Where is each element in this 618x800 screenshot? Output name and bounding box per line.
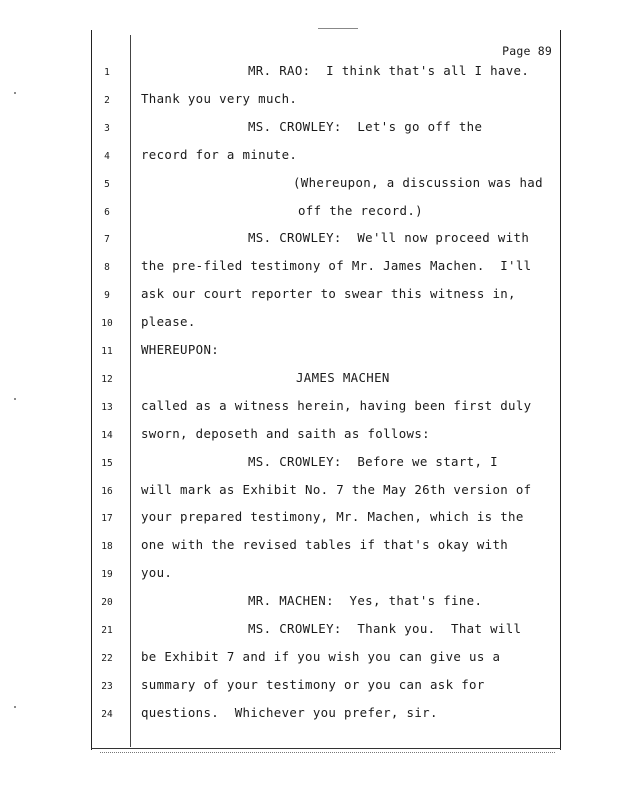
- line-text: called as a witness herein, having been first duly: [141, 397, 532, 413]
- transcript-line: [0, 565, 618, 585]
- transcript-line: [0, 286, 618, 306]
- line-text: will mark as Exhibit No. 7 the May 26th version of: [141, 481, 532, 497]
- line-text: record for a minute.: [141, 146, 298, 162]
- transcript-line: [0, 482, 618, 502]
- transcript-line: [0, 342, 618, 362]
- transcript-line: [0, 398, 618, 418]
- transcript-line: [0, 537, 618, 557]
- transcript-line: [0, 593, 618, 613]
- transcript-line: [0, 621, 618, 641]
- line-text: questions. Whichever you prefer, sir.: [141, 704, 438, 720]
- top-tick-mark: [318, 28, 358, 29]
- transcript-line: [0, 258, 618, 278]
- transcript-line: [0, 509, 618, 529]
- line-number: 2: [104, 94, 110, 106]
- line-text: summary of your testimony or you can ask for: [141, 676, 485, 692]
- line-number: 15: [101, 457, 113, 469]
- line-text: one with the revised tables if that's okay with: [141, 537, 509, 553]
- line-text: please.: [141, 314, 196, 330]
- line-text: you.: [141, 565, 173, 581]
- line-text: MR. RAO: I think that's all I have.: [248, 63, 530, 78]
- line-number: 6: [104, 206, 110, 218]
- line-number: 21: [101, 625, 113, 636]
- transcript-line: [0, 677, 618, 697]
- line-text: MR. MACHEN: Yes, that's fine.: [248, 593, 483, 609]
- line-number: 24: [101, 708, 113, 720]
- line-number: 11: [101, 346, 113, 357]
- line-text: off the record.): [298, 202, 423, 218]
- line-text: MS. CROWLEY: Before we start, I: [248, 453, 498, 469]
- line-number: 8: [104, 262, 110, 274]
- line-text: be Exhibit 7 and if you wish you can give us a: [141, 648, 501, 664]
- line-number: 18: [101, 541, 113, 553]
- transcript-line: [0, 230, 618, 250]
- line-number: 19: [101, 569, 113, 581]
- transcript-line: [0, 175, 618, 195]
- transcript-line: [0, 370, 618, 390]
- line-number: 16: [101, 485, 113, 497]
- line-number: 14: [101, 429, 113, 441]
- line-number: 22: [101, 652, 113, 664]
- transcript-line: [0, 705, 618, 725]
- transcript-line: [0, 119, 618, 139]
- transcript-line: [0, 454, 618, 474]
- transcript-line: [0, 314, 618, 334]
- line-text: MS. CROWLEY: We'll now proceed with: [248, 230, 530, 246]
- bottom-rule: [91, 748, 561, 749]
- line-text: Thank you very much.: [141, 90, 298, 106]
- line-number: 3: [104, 122, 110, 134]
- line-text: sworn, deposeth and saith as follows:: [141, 425, 430, 441]
- line-number: 10: [101, 318, 113, 330]
- transcript-line: [0, 426, 618, 446]
- line-text: (Whereupon, a discussion was had: [293, 174, 543, 190]
- line-number: 9: [104, 290, 110, 302]
- line-number: 20: [101, 597, 113, 609]
- transcript-line: [0, 147, 618, 167]
- transcript-line: [0, 203, 618, 223]
- line-number: 12: [101, 373, 113, 385]
- transcript-line: [0, 91, 618, 111]
- line-number: 23: [101, 680, 113, 692]
- line-number: 17: [101, 513, 113, 525]
- line-text: the pre-filed testimony of Mr. James Machen. I'll: [141, 258, 532, 274]
- line-text: MS. CROWLEY: Let's go off the: [248, 118, 483, 134]
- line-text: ask our court reporter to swear this witness in,: [141, 286, 516, 302]
- line-text: JAMES MACHEN: [296, 369, 390, 385]
- line-number: 13: [101, 401, 113, 413]
- bottom-dotted-rule: [100, 752, 555, 753]
- transcript-line: [0, 63, 618, 83]
- page-number: Page 89: [502, 44, 552, 58]
- line-text: your prepared testimony, Mr. Machen, which is the: [141, 509, 524, 525]
- line-text: WHEREUPON:: [141, 342, 220, 357]
- line-text: MS. CROWLEY: Thank you. That will: [248, 621, 522, 636]
- transcript-line: [0, 649, 618, 669]
- line-number: 1: [104, 67, 110, 78]
- line-number: 4: [104, 150, 110, 162]
- line-number: 5: [104, 178, 110, 190]
- line-number: 7: [104, 234, 110, 246]
